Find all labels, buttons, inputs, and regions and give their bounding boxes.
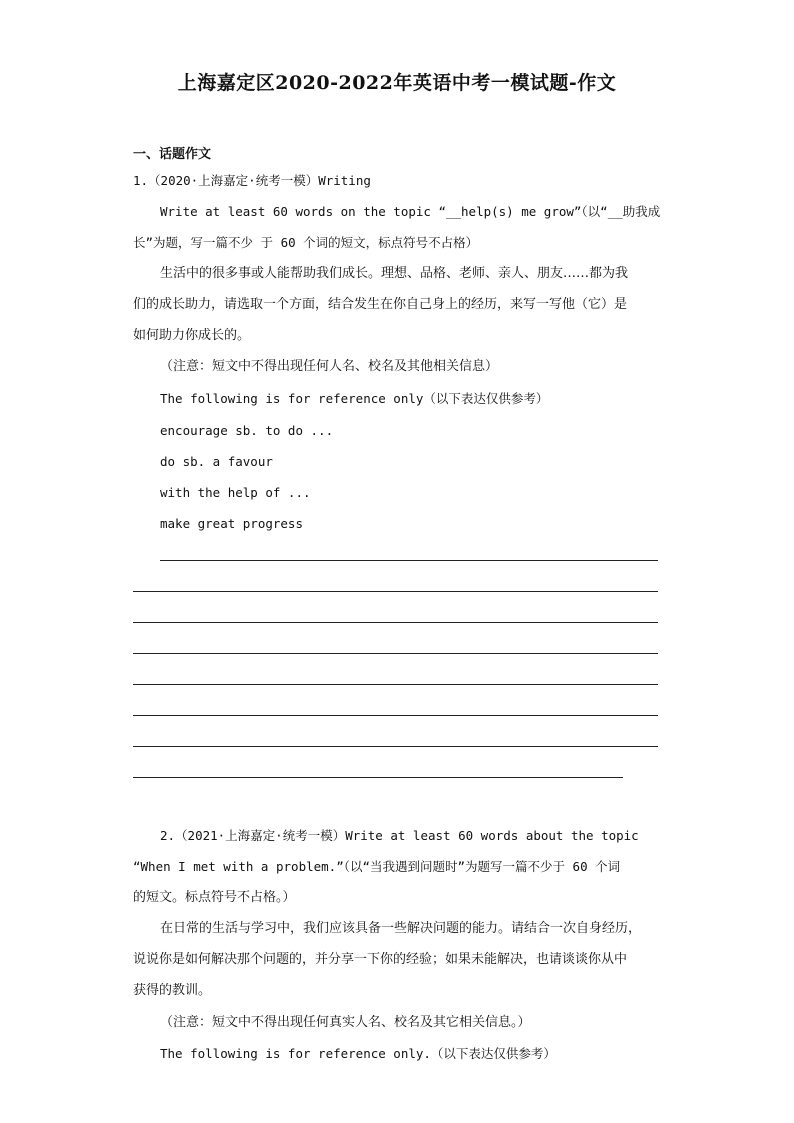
q2-cn-line-3: 获得的教训。 bbox=[133, 983, 212, 998]
q1-hint-2: do sb. a favour bbox=[160, 454, 273, 469]
q2-cn-line-1: 在日常的生活与学习中，我们应该具备一些解决问题的能力。请结合一次自身经历， bbox=[160, 921, 642, 936]
q1-cn-line-1: 生活中的很多事或人能帮助我们成长。理想、品格、老师、亲人、朋友……都为我 bbox=[160, 266, 629, 281]
q1-header: 1.（2020·上海嘉定·统考一模）Writing bbox=[133, 173, 371, 188]
q2-header: 2.（2021·上海嘉定·统考一模）Write at least 60 words about the topic bbox=[160, 828, 639, 843]
answer-line[interactable] bbox=[133, 777, 623, 778]
answer-line[interactable] bbox=[133, 622, 658, 623]
answer-line[interactable] bbox=[133, 746, 658, 747]
q2-prompt-line-2: “When I met with a problem.”（以“当我遇到问题时”为题写一篇不少于 60 个词 bbox=[133, 859, 621, 874]
q1-cn-line-3: 如何助力你成长的。 bbox=[133, 328, 251, 343]
q1-reference-line: The following is for reference only（以下表达仅供参考） bbox=[160, 391, 549, 406]
q1-hint-1: encourage sb. to do ... bbox=[160, 423, 334, 438]
q1-prompt-line-1: Write at least 60 words on the topic “__help(s) me grow”（以“__助我成 bbox=[160, 204, 661, 219]
q1-note: （注意：短文中不得出现任何人名、校名及其他相关信息） bbox=[160, 359, 499, 374]
q2-note: （注意：短文中不得出现任何真实人名、校名及其它相关信息。） bbox=[160, 1015, 531, 1030]
answer-line[interactable] bbox=[133, 684, 658, 685]
answer-line[interactable] bbox=[133, 591, 658, 592]
answer-line[interactable] bbox=[133, 715, 658, 716]
page-title: 上海嘉定区2020-2022年英语中考一模试题-作文 bbox=[177, 72, 617, 94]
answer-line[interactable] bbox=[133, 653, 658, 654]
q1-hint-4: make great progress bbox=[160, 516, 303, 531]
q2-prompt-line-3: 的短文。标点符号不占格。） bbox=[133, 890, 296, 905]
q2-cn-line-2: 说说你是如何解决那个问题的，并分享一下你的经验；如果未能解决，也请谈谈你从中 bbox=[133, 952, 628, 967]
q1-hint-3: with the help of ... bbox=[160, 485, 311, 500]
q2-reference-line: The following is for reference only.（以下表达仅供参考） bbox=[160, 1046, 556, 1061]
section-heading: 一、话题作文 bbox=[133, 147, 212, 162]
answer-line[interactable] bbox=[160, 560, 658, 561]
q1-prompt-line-2: 长”为题，写一篇不少 于 60 个词的短文，标点符号不占格） bbox=[133, 235, 479, 250]
q1-cn-line-2: 们的成长助力，请选取一个方面，结合发生在你自己身上的经历，来写一写他（它）是 bbox=[133, 297, 628, 312]
